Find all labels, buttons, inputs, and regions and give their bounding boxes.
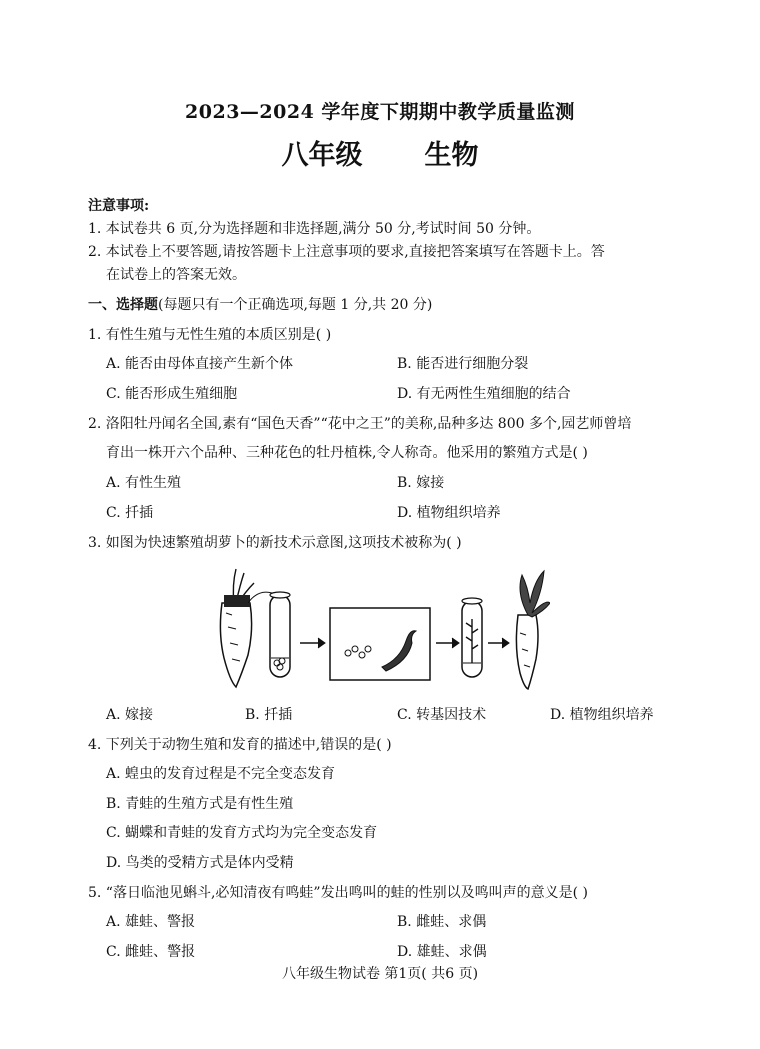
q4-option-b: B. 青蛙的生殖方式是有性生殖: [106, 796, 294, 812]
section-1-heading: [88, 295, 432, 315]
q3-stem: 3. 如图为快速繁殖胡萝卜的新技术示意图,这项技术被称为( ): [88, 535, 462, 551]
carrot-tissue-culture-diagram: [210, 563, 550, 693]
q2-option-a: A. 有性生殖: [106, 475, 182, 491]
culture-dish-box: [330, 608, 430, 680]
q2-stem-line-1: 2. 洛阳牡丹闻名全国,素有“国色天香”“花中之王”的美称,品种多达 800 多个,园艺师曾培: [88, 416, 632, 432]
q5-option-c: C. 雌蛙、警报: [106, 944, 196, 960]
q4-stem: 4. 下列关于动物生殖和发育的描述中,错误的是( ): [88, 737, 392, 753]
subject-label: 生物: [424, 140, 479, 171]
q1-option-a: A. 能否由母体直接产生新个体: [106, 356, 294, 372]
q5-option-a: A. 雄蛙、警报: [106, 914, 196, 930]
q5-option-b: B. 雌蛙、求偶: [397, 914, 487, 930]
notice-item-2-line-1: 2. 本试卷上不要答题,请按答题卡上注意事项的要求,直接把答案填写在答题卡上。答: [88, 244, 605, 260]
q4-option-c: C. 蝴蝶和青蛙的发育方式均为完全变态发育: [106, 825, 378, 841]
page-footer: 八年级生物试卷 第1页( 共6 页): [281, 966, 479, 982]
q1-stem: 1. 有性生殖与无性生殖的本质区别是( ): [88, 327, 332, 343]
q1-option-d: D. 有无两性生殖细胞的结合: [397, 386, 571, 402]
q3-option-c: C. 转基因技术: [397, 707, 487, 723]
notice-heading: 注意事项:: [88, 198, 150, 214]
q5-option-d: D. 雄蛙、求偶: [397, 944, 487, 960]
test-tube-callus: [270, 592, 290, 677]
mature-carrot-illustration: [516, 571, 550, 689]
q4-option-a: A. 蝗虫的发育过程是不完全变态发育: [106, 766, 336, 782]
q2-option-b: B. 嫁接: [397, 475, 445, 491]
exam-subtitle: [0, 133, 760, 172]
arrow-1-head: [318, 638, 325, 648]
section-1-title: 一、选择题: [88, 297, 158, 313]
q3-option-b: B. 扦插: [245, 707, 293, 723]
q1-option-c: C. 能否形成生殖细胞: [106, 386, 238, 402]
exam-title: 2023—2024 学年度下期期中教学质量监测: [185, 101, 575, 123]
q2-option-c: C. 扦插: [106, 505, 154, 521]
q5-stem: 5. “落日临池见蝌斗,必知清夜有鸣蛙”发出鸣叫的蛙的性别以及鸣叫声的意义是( ): [88, 885, 588, 901]
q1-option-b: B. 能否进行细胞分裂: [397, 356, 529, 372]
grade-label: 八年级: [281, 140, 363, 171]
notice-item-2-line-2: 在试卷上的答案无效。: [106, 267, 246, 283]
arrow-3-head: [502, 638, 509, 648]
carrot-source-illustration: [220, 569, 272, 687]
notice-item-1: 1. 本试卷共 6 页,分为选择题和非选择题,满分 50 分,考试时间 50 分钟。: [88, 221, 541, 237]
q2-option-d: D. 植物组织培养: [397, 505, 501, 521]
q3-option-d: D. 植物组织培养: [550, 707, 654, 723]
q2-stem-line-2: 育出一株开六个品种、三种花色的牡丹植株,令人称奇。他采用的繁殖方式是( ): [106, 445, 588, 461]
test-tube-seedling: [462, 598, 482, 677]
q3-option-a: A. 嫁接: [106, 707, 154, 723]
q4-option-d: D. 鸟类的受精方式是体内受精: [106, 855, 294, 871]
section-1-note: (每题只有一个正确选项,每题 1 分,共 20 分): [158, 297, 433, 313]
arrow-2-head: [452, 638, 459, 648]
